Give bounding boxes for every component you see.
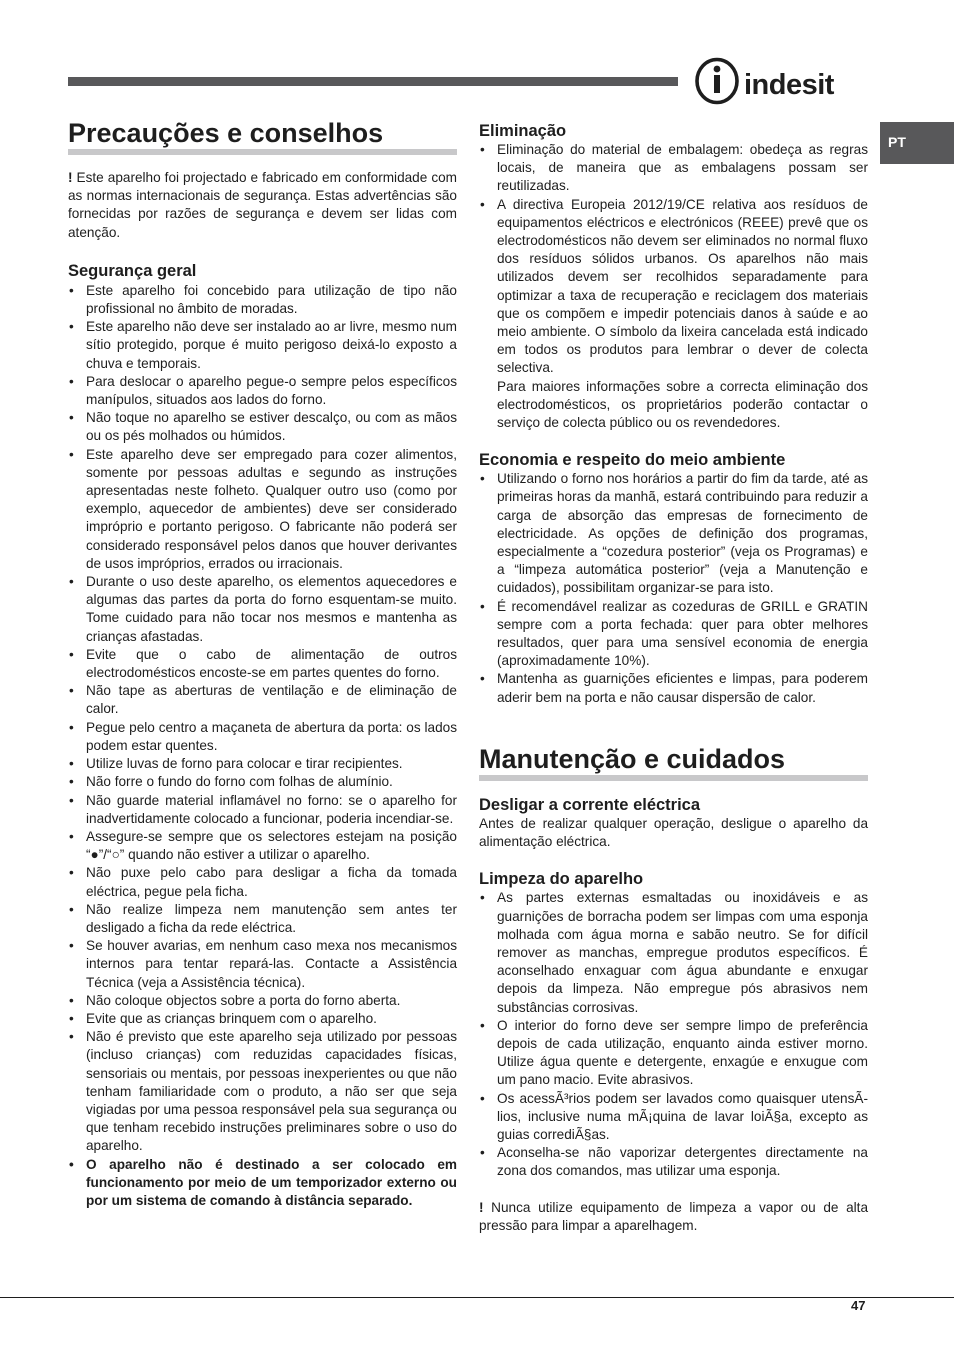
list-item: • Utilize luvas de forno para colocar e tirar recipientes. [68,755,457,773]
economy-heading: Economia e respeito do meio ambiente [479,451,786,470]
svg-text:indesit: indesit [744,69,834,101]
page-number: 47 [851,1298,866,1313]
power-heading: Desligar a corrente eléctrica [479,795,701,814]
warning-mark: ! [479,1199,484,1215]
list-item: • Não coloque objectos sobre a porta do forno aberta. [68,992,457,1010]
list-item: • Evite que o cabo de alimentação de outros electrodomésticos encoste-se em partes quentes do forno. [68,646,457,682]
precautions-intro [68,169,457,242]
list-item: • Aconselha-se não vaporizar detergentes directamente na zona dos comandos, mas utilizar uma esponja. [479,1144,868,1180]
list-item: • Os acessÃ³rios podem ser lavados como quaisquer utensÃlios, inclusive numa mÃ¡quina de lavar loiÃ§a, excepto as guias corrediÃ§as. [479,1090,868,1145]
cleaning-heading: Limpeza do aparelho [479,870,644,889]
list-item: • A directiva Europeia 2012/19/CE relativa aos resíduos de equipamentos eléctricos e electrónicos (REEE) prevê que os electrodomésticos não devem ser eliminados no normal fluxo dos resíduos sólidos urbanos. Os aparelhos não mais utilizados devem ser recolhidos separadamente para optimizar a taxa de recuperação e reciclagem dos materiais que os compõem e impedir potenciais danos à saúde e ao meio ambiente. O símbolo da lixeira cancelada está indicado em todos os produtos para lembrar o dever de colecta selectiva. [479,196,868,378]
header-rule [68,77,678,86]
steam-warning [479,1199,868,1235]
list-item: • Utilizando o forno nos horários a partir do fim da tarde, até as primeiras horas da manhã, estará contribuindo para reduzir a carga de absorção das empresas de fornecimento de electricidade. As opções de definição dos programas, especialmente a “cozedura posterior” (veja os Programas) e a “limpeza automática posterior” (veja a Manutenção e cuidados), possibilitam organizar-se para isto. [479,470,868,597]
list-item: • Eliminação do material de embalagem: obedeça as regras locais, de maneira que as embalagens possam ser reutilizadas. [479,141,868,196]
footer-rule [0,1297,954,1298]
list-item: • Assegure-se sempre que os selectores estejam na posição “●”/“○” quando não estiver a utilizar o aparelho. [68,828,457,864]
economy-list [479,470,868,707]
list-item: • Para deslocar o aparelho pegue-o sempre pelos específicos manípulos, situados aos lados do forno. [68,373,457,409]
list-item: • Durante o uso deste aparelho, os elementos aquecedores e algumas das partes da porta do forno esquentam-se muito. Tome cuidado para não tocar nos mesmos e mantenha as crianças afastadas. [68,573,457,646]
list-item: • Este aparelho não deve ser instalado ao ar livre, mesmo num sítio protegido, porque é muito perigoso deixá-lo exposto a chuva e temporais. [68,318,457,373]
maintenance-title: Manutenção e cuidados [479,743,868,781]
precautions-column [68,117,457,1210]
list-item: • Se houver avarias, em nenhum caso mexa nos mecanismos internos para tentar repará-las. Contacte a Assistência Técnica (veja a Assistência técnica). [68,937,457,992]
precautions-title: Precauções e conselhos [68,117,457,155]
right-column [479,117,868,1235]
list-item: • Não forre o fundo do forno com folhas de alumínio. [68,773,457,791]
language-tab: PT [880,122,954,164]
list-item: • Este aparelho deve ser empregado para cozer alimentos, somente por pessoas adultas e segundo as instruções apresentadas neste folheto. Qualquer outro uso (como por exemplo, aquecedor de ambientes) deve ser considerado impróprio e portanto perigoso. O fabricante não poderá ser considerado responsável pelos danos que houver derivantes de usos impróprios, errados ou irracionais. [68,446,457,573]
cleaning-list [479,889,868,1180]
list-item: • Não tape as aberturas de ventilação e de eliminação de calor. [68,682,457,718]
list-item: • Não toque no aparelho se estiver descalço, ou com as mãos ou os pés molhados ou húmidos. [68,409,457,445]
disposal-note: Para maiores informações sobre a correcta eliminação dos electrodomésticos, os proprietários poderão contactar o serviço de colecta público ou os revendedores. [497,378,868,431]
indesit-logo [694,56,870,106]
list-item: • O interior do forno deve ser sempre limpo de preferência depois de cada utilização, enquanto ainda estiver morno. Utilize água quente e detergente, enxagúe e enxugue com um pano macio. Evite abrasivos. [479,1017,868,1090]
list-item: • Não puxe pelo cabo para desligar a ficha da tomada eléctrica, pegue pela ficha. [68,864,457,900]
safety-list [68,282,457,1210]
list-item: • Mantenha as guarnições eficientes e limpas, para poderem aderir bem na porta e não causar dispersão de calor. [479,670,868,706]
disposal-list [479,141,868,378]
intro-text: Este aparelho foi projectado e fabricado em conformidade com as normas internacionais de segurança. Estas advertências são fornecidas por razões de segurança e devem ser lidas com atenção. [68,170,457,240]
warning-text: Nunca utilize equipamento de limpeza a vapor ou de alta pressão para limpar a aparelhagem. [479,1199,869,1233]
list-item: • Não realize limpeza nem manutenção sem antes ter desligado a ficha da rede eléctrica. [68,901,457,937]
safety-heading: Segurança geral [68,261,197,280]
list-item-bold: • O aparelho não é destinado a ser colocado em funcionamento por meio de um temporizador externo ou por um sistema de comando à distância separado. [68,1156,457,1211]
disposal-heading: Eliminação [479,122,567,140]
list-item: • Não é previsto que este aparelho seja utilizado por pessoas (incluso crianças) com reduzidas capacidades físicas, sensoriais ou mentais, por pessoas inexperientes ou que não tenham familiaridade com o produto, a não ser que seja vigiadas por uma pessoa responsável pela sua segurança ou que tenham recebido instruções preliminares sobre o uso do aparelho. [68,1028,457,1155]
list-item: • É recomendável realizar as cozeduras de GRILL e GRATIN sempre com a porta fechada: quer para obter melhores resultados, quer para uma sensível economia de energia (aproximadamente 10%). [479,598,868,671]
power-text: Antes de realizar qualquer operação, desligue o aparelho da alimentação eléctrica. [479,815,868,850]
list-item: • As partes externas esmaltadas ou inoxidáveis e as guarnições de borracha podem ser limpas com uma esponja molhada com água morna e sabão neutro. Se for difícil remover as manchas, empregue produtos específicos. É aconselhado enxaguar com água abundante e enxugar depois da limpeza. Não empregue pós abrasivos nem substâncias corrosivas. [479,889,868,1016]
list-item: • Pegue pelo centro a maçaneta de abertura da porta: os lados podem estar quentes. [68,719,457,755]
list-item: • Evite que as crianças brinquem com o aparelho. [68,1010,457,1028]
list-item: • Este aparelho foi concebido para utilização de tipo não profissional no âmbito de moradas. [68,282,457,318]
list-item: • Não guarde material inflamável no forno: se o aparelho for inadvertidamente colocado a funcionar, poderia incendiar-se. [68,792,457,828]
warning-mark: ! [68,170,73,185]
